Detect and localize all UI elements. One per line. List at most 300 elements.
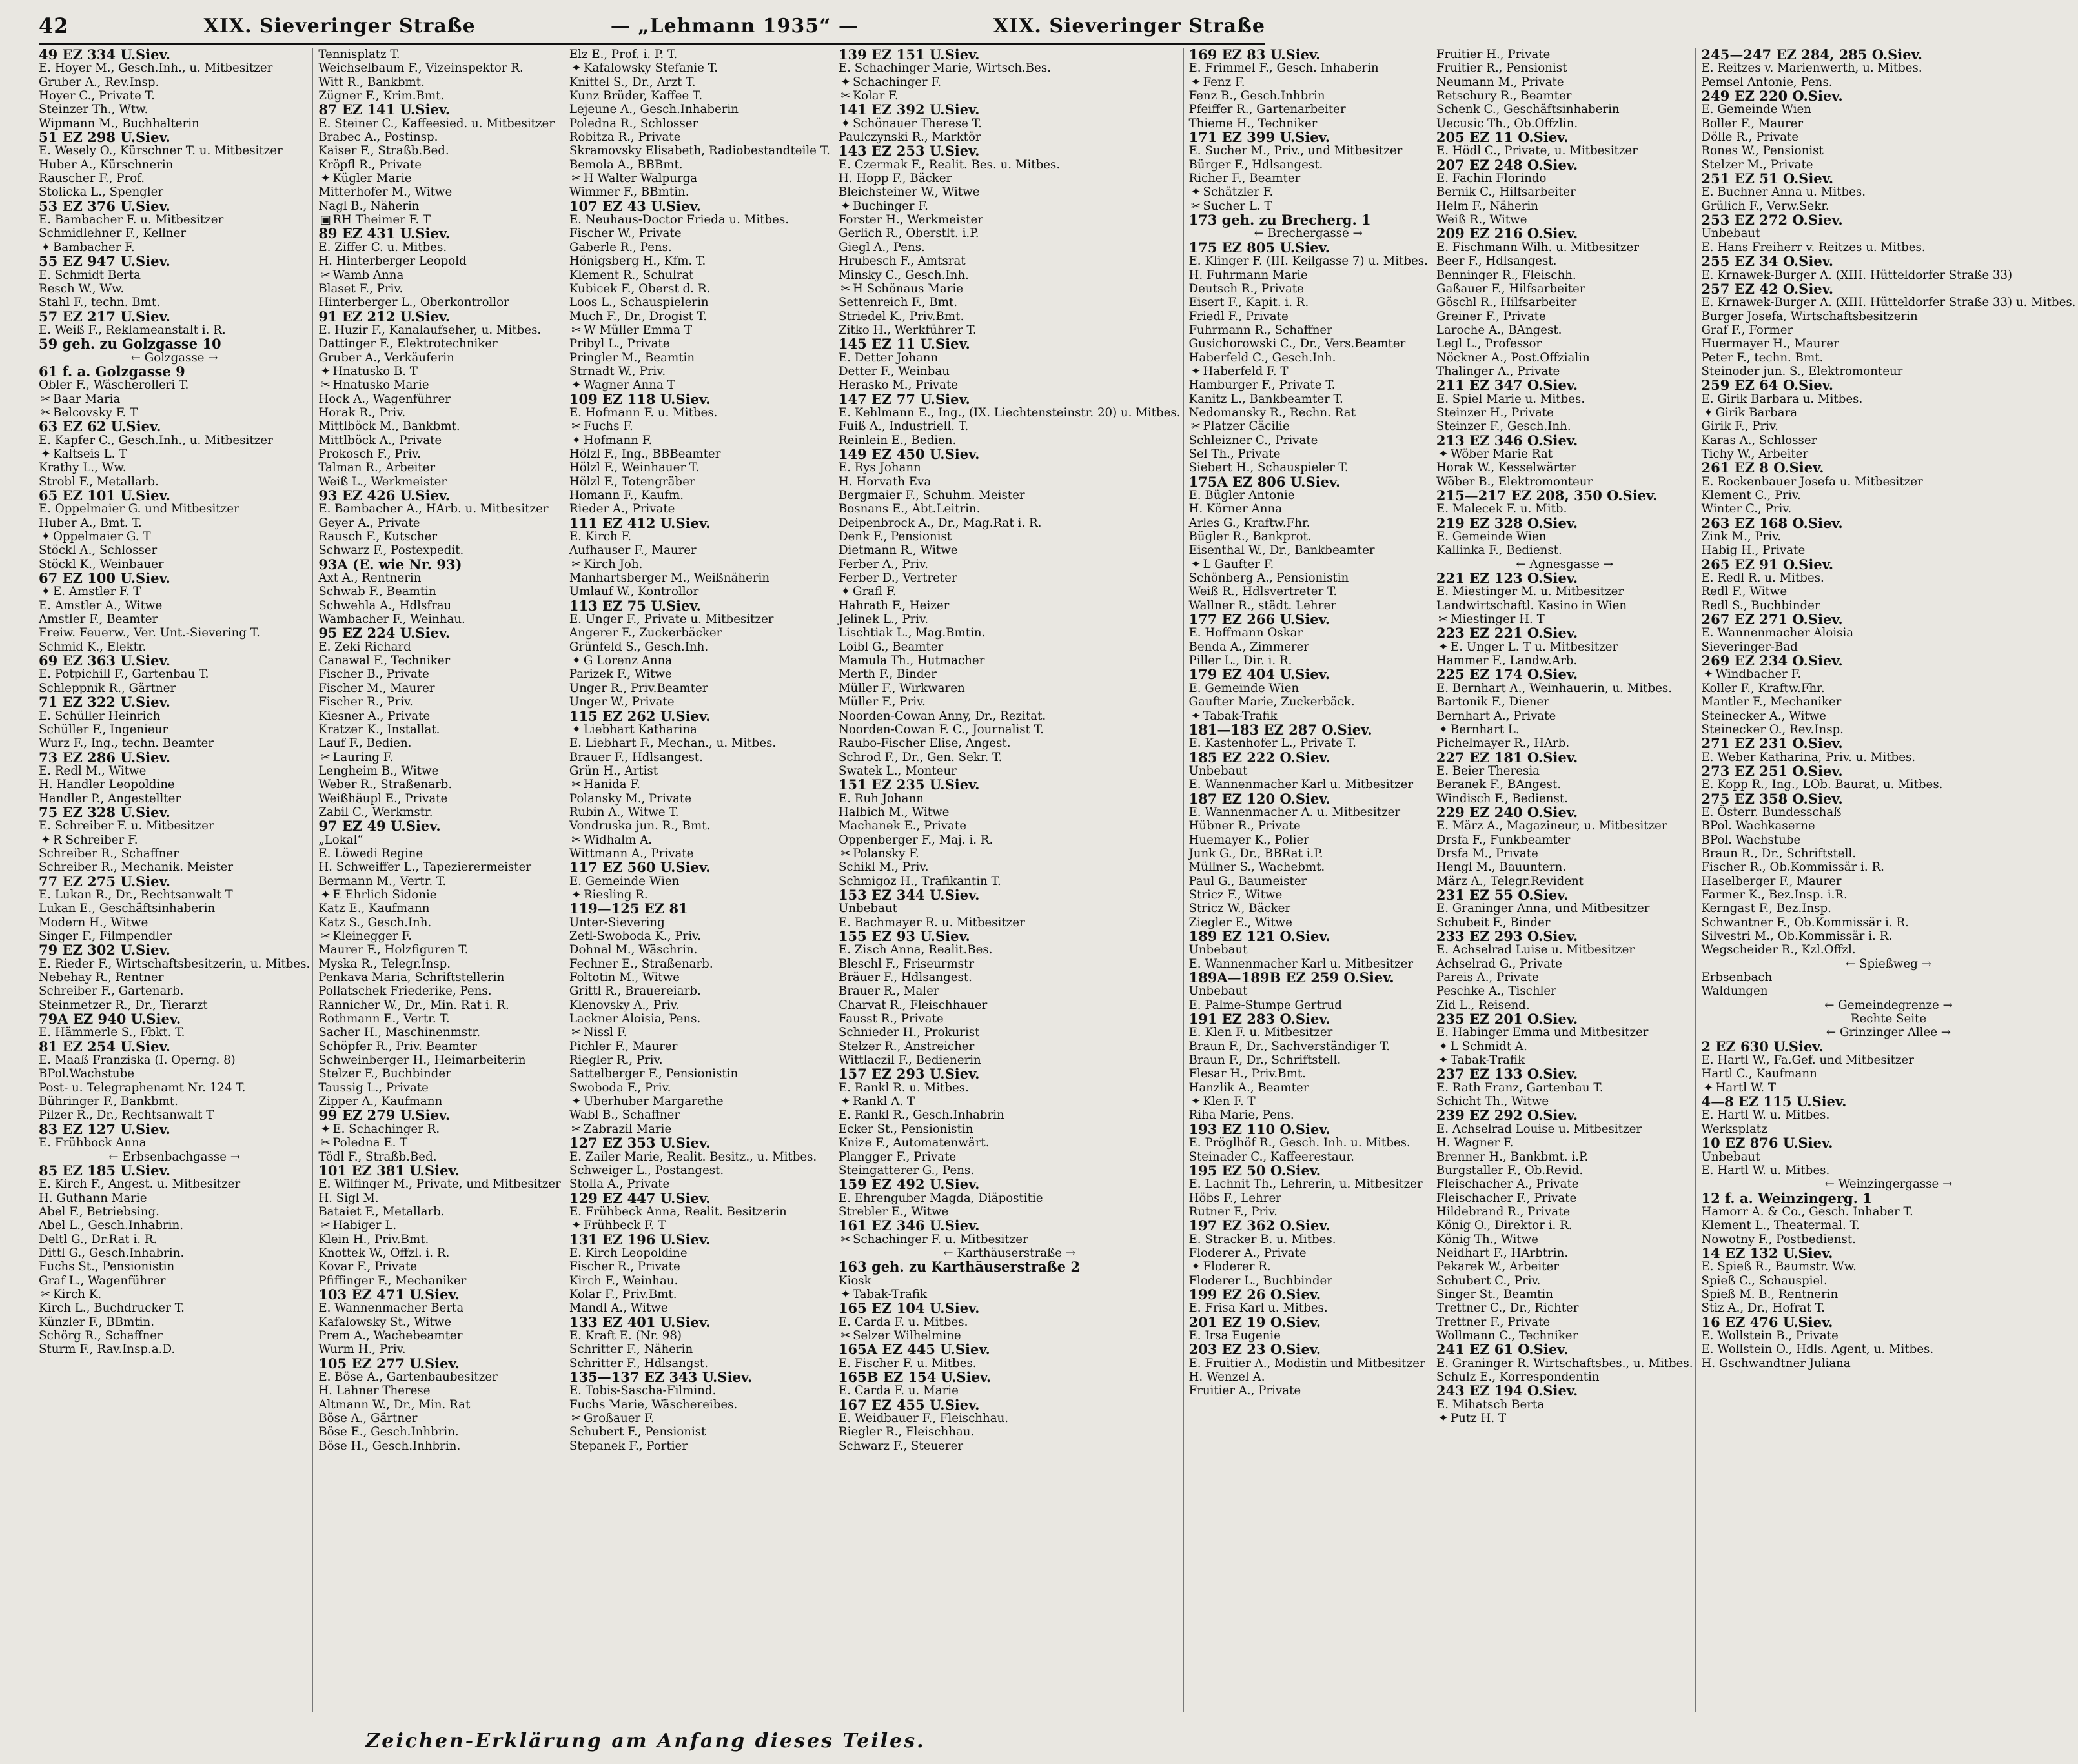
entry-text: Huemayer K., Polier <box>1188 833 1309 847</box>
resident-entry <box>569 1053 830 1067</box>
resident-entry <box>1436 1370 1693 1384</box>
entry-text: L Gaufter F. <box>1203 557 1274 571</box>
entry-text: Pareis A., Private <box>1436 971 1539 985</box>
resident-entry <box>1189 502 1428 516</box>
resident-entry <box>1436 310 1693 323</box>
entry-text: Fischer R., Ob.Kommissär i. R. <box>1701 860 1884 875</box>
entry-text: E. Lukan R., Dr., Rechtsanwalt T <box>39 887 233 902</box>
entry-text: Haselberger F., Maurer <box>1701 874 1842 888</box>
resident-entry <box>839 599 1181 613</box>
entry-text: Richer F., Beamter <box>1188 172 1301 186</box>
entry-text: Ferber A., Priv. <box>838 557 929 571</box>
house-number-entry <box>39 695 310 709</box>
entry-text: 237 EZ 133 O.Siev. <box>1436 1066 1578 1082</box>
trade-symbol-icon: ✂ <box>1190 420 1201 434</box>
resident-entry <box>1701 227 2075 240</box>
resident-entry <box>839 323 1181 337</box>
entry-text: Girik F., Priv. <box>1701 420 1778 434</box>
resident-entry <box>318 1150 561 1164</box>
resident-entry <box>1189 1301 1428 1315</box>
resident-entry <box>318 1246 561 1260</box>
entry-text: E. Krnawek-Burger A. (XIII. Hütteldorfer Straße 33) u. Mitbes. <box>1701 296 2076 310</box>
entry-text: 107 EZ 43 U.Siev. <box>569 198 701 214</box>
resident-entry <box>1701 902 2075 915</box>
entry-text: 187 EZ 120 O.Siev. <box>1188 790 1330 807</box>
entry-text: E. Irsa Eugenie <box>1188 1328 1281 1343</box>
house-number-entry <box>39 1040 310 1053</box>
resident-entry <box>839 61 1181 75</box>
resident-entry <box>839 254 1181 268</box>
house-number-entry <box>1189 1219 1428 1232</box>
resident-entry <box>39 1233 310 1246</box>
entry-text: RH Theimer F. T <box>332 213 431 227</box>
entry-text: Ferber D., Vertreter <box>838 571 957 585</box>
house-number-entry <box>839 888 1181 902</box>
entry-text: Höbs F., Lehrer <box>1188 1191 1281 1205</box>
resident-entry <box>39 599 310 613</box>
resident-entry <box>569 144 830 157</box>
entry-text: Forster H., Werkmeister <box>838 213 983 227</box>
entry-text: Floderer A., Private <box>1188 1246 1307 1260</box>
entry-text: 229 EZ 240 O.Siev. <box>1436 804 1578 820</box>
entry-text: Trettner C., Dr., Richter <box>1436 1301 1579 1315</box>
resident-entry <box>318 1081 561 1095</box>
entry-text: Hönigsberg H., Kfm. T. <box>569 254 706 269</box>
entry-text: Nissl F. <box>583 1026 627 1040</box>
entry-text: Rutner F., Priv. <box>1188 1204 1278 1219</box>
resident-entry <box>1436 860 1693 874</box>
resident-entry <box>839 640 1181 654</box>
entry-text: März A., Telegr.Revident <box>1436 874 1584 888</box>
house-number-entry <box>839 778 1181 791</box>
resident-entry <box>39 1315 310 1329</box>
resident-entry <box>318 296 561 309</box>
house-number-entry <box>39 571 310 585</box>
entry-text: Hoyer C., Private T. <box>39 89 155 103</box>
resident-entry <box>1436 1301 1693 1315</box>
entry-text: Eisert F., Kapit. i. R. <box>1188 296 1309 310</box>
entry-text: Wimmer F., BBmtin. <box>569 185 689 199</box>
resident-entry <box>1436 847 1693 860</box>
resident-entry <box>1189 654 1428 667</box>
resident-entry <box>839 682 1181 695</box>
resident-entry <box>569 1177 830 1191</box>
entry-text: Schweinberger H., Heimarbeiterin <box>318 1053 526 1068</box>
resident-entry <box>839 1108 1181 1122</box>
house-number-entry <box>1701 172 2075 185</box>
entry-text: E. Czermak F., Realit. Bes. u. Mitbes. <box>838 157 1061 172</box>
entry-text: Stolicka L., Spengler <box>39 185 164 199</box>
entry-text: E. Amstler F. T <box>53 585 141 599</box>
entry-text: E. Hoffmann Oskar <box>1188 626 1303 640</box>
resident-entry <box>1189 392 1428 406</box>
entry-text: Böse E., Gesch.Inhbrin. <box>318 1425 459 1439</box>
entry-text: E. Amstler A., Witwe <box>39 598 163 613</box>
house-number-entry <box>39 199 310 213</box>
street-crossing <box>1189 227 1428 240</box>
legend-note: Zeichen-Erklärung am Anfang dieses Teiles. <box>365 1730 926 1752</box>
entry-text: Siebert H., Schauspieler T. <box>1188 461 1349 475</box>
trade-symbol-icon: ✦ <box>1438 447 1449 461</box>
entry-text: E. Redl M., Witwe <box>39 764 147 778</box>
house-number-entry <box>1701 516 2075 530</box>
entry-text: Oppelmaier G. T <box>53 530 151 544</box>
entry-text: Rausch F., Kutscher <box>318 530 438 544</box>
resident-entry <box>1701 929 2075 943</box>
directory-column <box>1189 48 1431 1712</box>
resident-entry <box>39 103 310 116</box>
resident-entry <box>839 957 1181 971</box>
entry-text: König O., Direktor i. R. <box>1436 1219 1573 1233</box>
resident-entry <box>1189 351 1428 365</box>
entry-text: 129 EZ 447 U.Siev. <box>569 1190 711 1206</box>
resident-entry <box>1436 1164 1693 1177</box>
resident-entry <box>1436 76 1693 89</box>
resident-entry <box>39 957 310 971</box>
entry-text: 151 EZ 235 U.Siev. <box>838 776 980 793</box>
entry-text: Uberhuber Margarethe <box>583 1095 724 1109</box>
entry-text: Kirch K. <box>53 1287 102 1301</box>
resident-entry <box>1701 296 2075 309</box>
house-number-entry <box>1436 489 1693 502</box>
entry-text: E. Rankl R. u. Mitbes. <box>838 1080 969 1095</box>
entry-text: Fenz B., Gesch.Inhbrin <box>1188 89 1325 103</box>
entry-text: Unbebaut <box>1188 984 1248 999</box>
entry-text: Kirch Joh. <box>583 557 643 571</box>
resident-entry <box>1701 392 2075 406</box>
entry-text: Schwantner F., Ob.Kommissär i. R. <box>1701 915 1909 929</box>
resident-entry <box>318 1439 561 1453</box>
resident-entry <box>1189 1260 1428 1273</box>
house-number-entry <box>318 227 561 240</box>
resident-entry <box>569 929 830 943</box>
resident-entry <box>1189 103 1428 116</box>
entry-text: Schüller F., Ingenieur <box>39 722 168 736</box>
entry-text: 159 EZ 492 U.Siev. <box>838 1176 980 1193</box>
resident-entry <box>569 984 830 998</box>
entry-text: Nebehay R., Rentner <box>39 971 164 985</box>
entry-text: Neidhart F., HArbtrin. <box>1436 1246 1569 1260</box>
resident-entry <box>318 254 561 268</box>
entry-text: 271 EZ 231 O.Siev. <box>1701 735 1843 752</box>
resident-entry <box>839 365 1181 378</box>
entry-text: E. Bügler Antonie <box>1188 489 1295 502</box>
house-number-entry <box>1436 1384 1693 1397</box>
entry-text: Schreiber F., Gartenarb. <box>39 984 184 999</box>
resident-entry <box>839 792 1181 806</box>
entry-text: Lengheim B., Witwe <box>318 764 439 778</box>
trade-symbol-icon: ✂ <box>320 378 331 392</box>
entry-text: 75 EZ 328 U.Siev. <box>39 804 170 820</box>
entry-text: Schulz E., Korrespondentin <box>1436 1370 1600 1384</box>
entry-text: Fruitier A., Private <box>1188 1384 1301 1398</box>
entry-text: Talman R., Arbeiter <box>318 461 436 475</box>
resident-entry <box>839 1095 1181 1108</box>
trade-symbol-icon: ✦ <box>1703 1080 1714 1095</box>
resident-entry <box>318 1384 561 1397</box>
house-number-entry <box>1436 227 1693 240</box>
resident-entry <box>839 723 1181 736</box>
entry-text: Widhalm A. <box>583 833 653 847</box>
resident-entry <box>569 833 830 847</box>
entry-text: 131 EZ 196 U.Siev. <box>569 1231 711 1248</box>
entry-text: 93 EZ 426 U.Siev. <box>318 487 451 503</box>
resident-entry <box>39 543 310 557</box>
resident-entry <box>1189 530 1428 543</box>
resident-entry <box>839 158 1181 172</box>
entry-text: Weiß R., Hdlsvertreter T. <box>1188 585 1338 599</box>
resident-entry <box>569 1067 830 1080</box>
entry-text: ← Golzgasse → <box>130 350 218 365</box>
entry-text: Boller F., Maurer <box>1701 116 1804 130</box>
entry-text: E. Schachinger Marie, Wirtsch.Bes. <box>838 61 1052 76</box>
resident-entry <box>839 213 1181 227</box>
resident-entry <box>1701 1205 2075 1219</box>
entry-text: Kafalowsky Stefanie T. <box>583 61 718 76</box>
entry-text: Landwirtschaftl. Kasino in Wien <box>1436 598 1627 613</box>
resident-entry <box>318 599 561 613</box>
resident-entry <box>569 1164 830 1177</box>
entry-text: Rieder A., Private <box>569 502 675 516</box>
resident-entry <box>1436 323 1693 337</box>
resident-entry <box>39 971 310 984</box>
entry-text: 167 EZ 455 U.Siev. <box>838 1396 980 1413</box>
resident-entry <box>839 1274 1181 1288</box>
resident-entry <box>569 254 830 268</box>
entry-text: Bräuer F., Hdlsangest. <box>838 971 972 985</box>
entry-text: Benninger R., Fleischh. <box>1436 268 1576 282</box>
entry-text: E. Potpichill F., Gartenbau T. <box>39 667 209 682</box>
resident-entry <box>1189 943 1428 957</box>
resident-entry <box>318 282 561 296</box>
resident-entry <box>39 1301 310 1315</box>
entry-text: E. Rath Franz, Gartenbau T. <box>1436 1080 1604 1095</box>
entry-text: 10 EZ 876 U.Siev. <box>1701 1135 1833 1151</box>
resident-entry <box>839 502 1181 516</box>
resident-entry <box>318 158 561 172</box>
entry-text: E. Neuhaus-Doctor Frieda u. Mitbes. <box>569 213 789 227</box>
entry-text: 133 EZ 401 U.Siev. <box>569 1313 711 1330</box>
entry-text: Deutsch R., Private <box>1188 281 1304 296</box>
resident-entry <box>1436 1315 1693 1329</box>
house-number-entry <box>839 1301 1181 1315</box>
resident-entry <box>569 751 830 764</box>
resident-entry <box>1189 875 1428 888</box>
entry-text: Kunz Brüder, Kaffee T. <box>569 89 703 103</box>
resident-entry <box>1189 1274 1428 1288</box>
house-number-entry <box>1189 792 1428 806</box>
resident-entry <box>39 475 310 489</box>
trade-symbol-icon: ✂ <box>320 1219 331 1233</box>
resident-entry <box>839 571 1181 585</box>
resident-entry <box>1436 709 1693 723</box>
entry-text: Hanzlik A., Beamter <box>1188 1080 1309 1095</box>
entry-text: Brauer F., Hdlsangest. <box>569 750 703 764</box>
entry-text: Schleppnik R., Gärtner <box>39 681 176 695</box>
resident-entry <box>39 736 310 750</box>
entry-text: Kafalowsky St., Witwe <box>318 1315 452 1329</box>
entry-text: E. Hans Freiherr v. Reitzes u. Mitbes. <box>1701 240 1926 254</box>
entry-text: Grünfeld S., Gesch.Inh. <box>569 640 709 654</box>
resident-entry <box>39 1177 310 1191</box>
entry-text: Swatek L., Monteur <box>838 764 957 778</box>
resident-entry <box>1701 1274 2075 1288</box>
resident-entry <box>318 420 561 433</box>
entry-text: Riegler R., Priv. <box>569 1053 663 1068</box>
entry-text: E. Carda F. u. Marie <box>838 1384 959 1398</box>
entry-text: 109 EZ 118 U.Siev. <box>569 390 711 407</box>
resident-entry <box>569 530 830 543</box>
entry-text: 12 f. a. Weinzingerg. 1 <box>1701 1190 1872 1206</box>
entry-text: E. Kopp R., Ing., LOb. Baurat, u. Mitbes. <box>1701 778 1943 792</box>
entry-text: E. Ziffer C. u. Mitbes. <box>318 240 447 254</box>
resident-entry <box>1701 337 2075 350</box>
entry-text: Rankl A. T <box>852 1095 915 1109</box>
entry-text: Arles G., Kraftw.Fhr. <box>1188 516 1310 530</box>
house-number-entry <box>1436 434 1693 447</box>
entry-text: Schrod F., Dr., Gen. Sekr. T. <box>838 750 1003 764</box>
entry-text: E. Weidbauer F., Fleischhau. <box>838 1412 1009 1426</box>
trade-symbol-icon: ✦ <box>571 433 582 447</box>
resident-entry <box>569 502 830 516</box>
directory-column <box>1701 48 2078 1712</box>
house-number-entry <box>569 1315 830 1329</box>
entry-text: Hnatusko B. T <box>332 364 418 378</box>
entry-text: Dietmann R., Witwe <box>838 543 958 558</box>
entry-text: E. Habinger Emma und Mitbesitzer <box>1436 1026 1649 1040</box>
trade-symbol-icon: ✂ <box>41 392 51 406</box>
resident-entry <box>569 971 830 984</box>
resident-entry <box>1701 585 2075 598</box>
resident-entry <box>1701 1122 2075 1136</box>
entry-text: Fleischacher A., Private <box>1436 1177 1579 1191</box>
entry-text: Burgstaller F., Ob.Revid. <box>1436 1163 1584 1177</box>
house-number-entry <box>1436 888 1693 902</box>
entry-text: Paul G., Baumeister <box>1188 874 1307 888</box>
trade-symbol-icon: ✂ <box>840 1328 851 1343</box>
entry-text: Singer St., Beamtin <box>1436 1287 1553 1301</box>
resident-entry <box>39 1081 310 1095</box>
entry-text: Grafl F. <box>852 585 897 599</box>
resident-entry <box>1436 392 1693 406</box>
resident-entry <box>569 1384 830 1397</box>
resident-entry <box>318 461 561 474</box>
entry-text: E. Zisch Anna, Realit.Bes. <box>838 943 993 957</box>
resident-entry <box>1189 61 1428 75</box>
entry-text: Paulczynski R., Marktör <box>838 130 981 145</box>
entry-text: E. Klen F. u. Mitbesitzer <box>1188 1026 1333 1040</box>
resident-entry <box>39 929 310 943</box>
resident-entry <box>1189 406 1428 420</box>
entry-text: 179 EZ 404 U.Siev. <box>1188 666 1330 683</box>
resident-entry <box>569 1357 830 1370</box>
resident-entry <box>318 1370 561 1384</box>
resident-entry <box>569 792 830 806</box>
resident-entry <box>39 1095 310 1108</box>
resident-entry <box>839 1136 1181 1150</box>
entry-text: Katz E., Kaufmann <box>318 902 430 916</box>
resident-entry <box>1436 1040 1693 1053</box>
resident-entry <box>318 916 561 929</box>
entry-text: Zipper A., Kaufmann <box>318 1095 443 1109</box>
resident-entry <box>839 1329 1181 1343</box>
trade-symbol-icon: ✦ <box>1438 1053 1449 1068</box>
entry-text: E. Frimmel F., Gesch. Inhaberin <box>1188 61 1379 76</box>
resident-entry <box>1189 778 1428 791</box>
entry-text: Kleinegger F. <box>332 929 412 943</box>
resident-entry <box>318 1412 561 1425</box>
entry-text: 61 f. a. Golzgasse 9 <box>39 363 185 380</box>
resident-entry <box>1436 819 1693 833</box>
entry-text: Bühringer F., Bankbmt. <box>39 1095 178 1109</box>
entry-text: Jelinek L., Priv. <box>838 613 928 627</box>
entry-text: Riegler R., Fleischhau. <box>838 1425 975 1439</box>
entry-text: 273 EZ 251 O.Siev. <box>1701 762 1843 779</box>
resident-entry <box>1189 957 1428 971</box>
entry-text: Dittl G., Gesch.Inhabrin. <box>39 1246 185 1260</box>
house-number-entry <box>1189 723 1428 736</box>
entry-text: E. Pröglhöf R., Gesch. Inh. u. Mitbes. <box>1188 1136 1411 1150</box>
resident-entry <box>39 847 310 860</box>
entry-text: H. Hopp F., Bäcker <box>838 172 952 186</box>
resident-entry <box>318 1067 561 1080</box>
house-number-entry <box>839 929 1181 943</box>
entry-text: Braun F., Dr., Schriftstell. <box>1188 1053 1341 1068</box>
resident-entry <box>839 613 1181 626</box>
resident-entry <box>569 461 830 474</box>
entry-text: Tichy W., Arbeiter <box>1701 447 1809 461</box>
entry-text: Habiger L. <box>332 1219 397 1233</box>
entry-text: Sel Th., Private <box>1188 447 1281 461</box>
house-number-entry <box>839 1343 1181 1356</box>
resident-entry <box>1701 502 2075 516</box>
resident-entry <box>1436 957 1693 971</box>
trade-symbol-icon: ✂ <box>320 268 331 282</box>
resident-entry <box>1189 1067 1428 1080</box>
resident-entry <box>1436 1274 1693 1288</box>
entry-text: E. Böse A., Gartenbaubesitzer <box>318 1370 498 1384</box>
resident-entry <box>318 1177 561 1191</box>
entry-text: 189 EZ 121 O.Siev. <box>1188 928 1330 944</box>
house-number-entry <box>569 199 830 213</box>
resident-entry <box>1701 723 2075 736</box>
house-number-entry <box>318 626 561 640</box>
entry-text: Nedomansky R., Rechn. Rat <box>1188 405 1356 420</box>
resident-entry <box>39 1067 310 1080</box>
entry-text: 209 EZ 216 O.Siev. <box>1436 225 1578 242</box>
entry-text: E. Weiß F., Reklameanstalt i. R. <box>39 323 226 337</box>
resident-entry <box>839 764 1181 778</box>
entry-text: E. Mihatsch Berta <box>1436 1397 1545 1412</box>
entry-text: Pekarek W., Arbeiter <box>1436 1260 1559 1274</box>
entry-text: H. Handler Leopoldine <box>39 778 175 792</box>
entry-text: Silvestri M., Ob.Kommissär i. R. <box>1701 929 1893 943</box>
resident-entry <box>1436 1219 1693 1232</box>
entry-text: Mantler F., Mechaniker <box>1701 695 1842 709</box>
resident-entry <box>569 1398 830 1412</box>
resident-entry <box>569 1122 830 1136</box>
entry-text: Redl S., Buchbinder <box>1701 598 1820 613</box>
entry-text: Drsfa M., Private <box>1436 846 1538 860</box>
entry-text: Rauscher F., Prof. <box>39 172 145 186</box>
entry-text: Wagner Anna T <box>583 378 675 392</box>
resident-entry <box>318 530 561 543</box>
entry-text: Lukan E., Geschäftsinhaberin <box>39 902 216 916</box>
entry-text: ← Grinzinger Allee → <box>1826 1026 1951 1040</box>
entry-text: ← Erbsenbachgasse → <box>108 1150 241 1164</box>
entry-text: Fuiß A., Industriell. T. <box>838 420 969 434</box>
resident-entry <box>39 1205 310 1219</box>
